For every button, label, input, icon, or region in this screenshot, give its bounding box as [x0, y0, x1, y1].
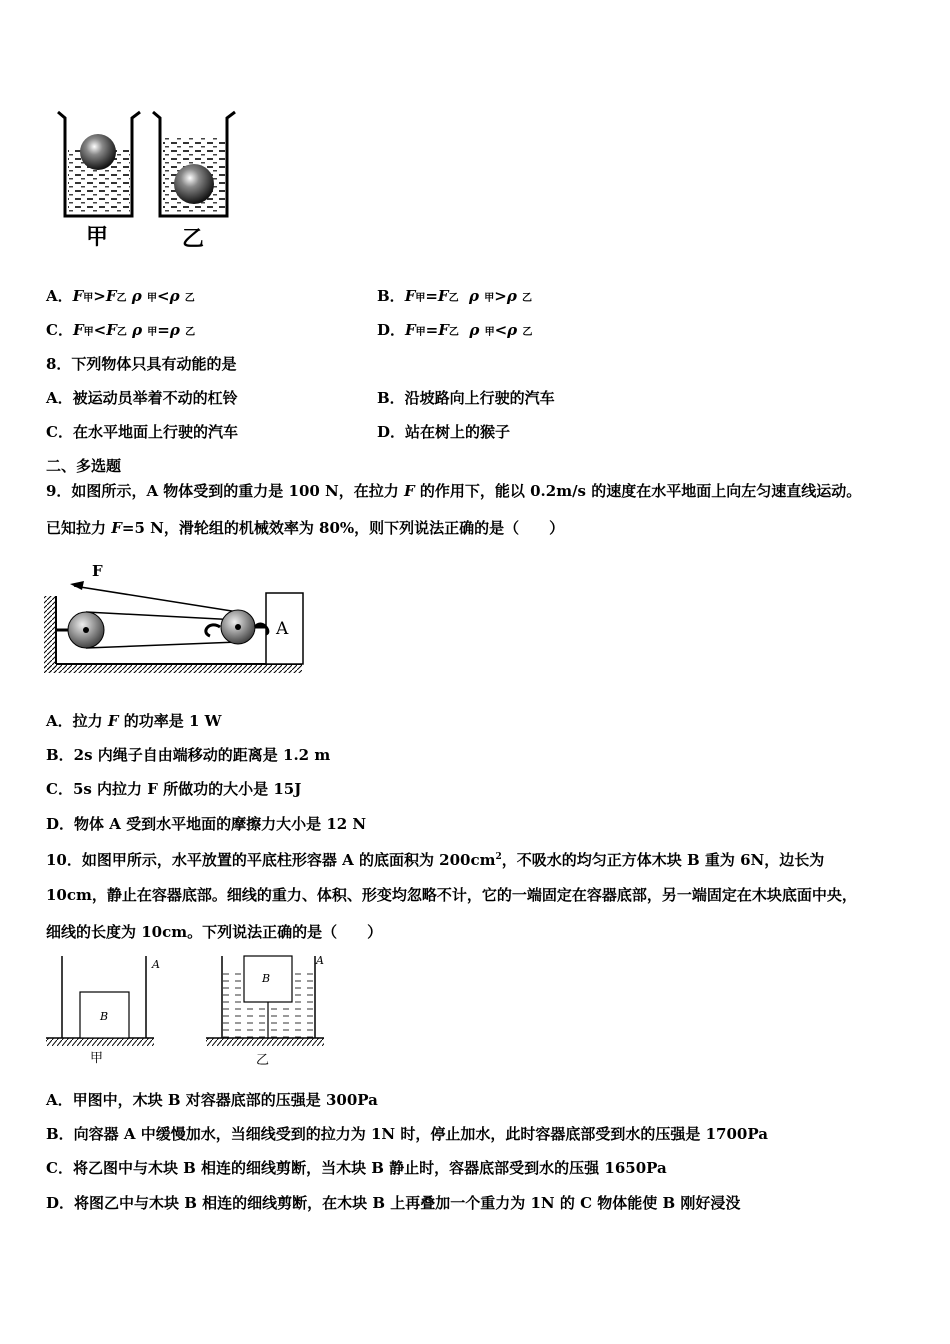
svg-text:A: A: [152, 958, 160, 971]
q8-option-d: D．站在树上的猴子: [377, 423, 511, 441]
q9-option-d: D．物体 A 受到水平地面的摩擦力大小是 12 N: [46, 815, 367, 833]
label-yi: 乙: [182, 226, 205, 252]
label-jia: 甲: [86, 224, 109, 250]
q9-stem-line2: 已知拉力 F=5 N，滑轮组的机械效率为 80%，则下列说法正确的是（ ）: [46, 519, 565, 537]
container-yi: [206, 954, 324, 1068]
beaker-jia: [58, 112, 140, 216]
force-label-f: F: [92, 562, 103, 580]
svg-text:B: B: [262, 972, 271, 985]
container-jia: [46, 956, 160, 1066]
q7-option-b: B．F甲=F乙 ρ 甲>ρ 乙: [377, 287, 533, 305]
block-a-label: A: [276, 619, 289, 639]
svg-text:甲: 甲: [90, 1051, 104, 1066]
q10-stem-line2: 10cm，静止在容器底部。细线的重力、体积、形变均忽略不计，它的一端固定在容器底部，另一端固定在木块底面中央，: [46, 886, 857, 904]
beaker-yi: [153, 112, 235, 216]
q8-stem: 8．下列物体只具有动能的是: [46, 355, 237, 373]
q9-option-c: C．5s 内拉力 F 所做功的大小是 15J: [46, 780, 302, 798]
svg-text:A: A: [316, 954, 324, 967]
q7-option-d: D．F甲=F乙 ρ 甲<ρ 乙: [377, 321, 533, 339]
q10-option-c: C．将乙图中与木块 B 相连的细线剪断，当木块 B 静止时，容器底部受到水的压强 1650Pa: [46, 1159, 667, 1177]
ball-yi: [174, 164, 214, 204]
q9-option-a: A．拉力 F 的功率是 1 W: [46, 712, 222, 730]
q8-option-c: C．在水平地面上行驶的汽车: [46, 423, 238, 441]
q9-stem-line1: 9．如图所示，A 物体受到的重力是 100 N，在拉力 F 的作用下，能以 0.2m/s 的速度在水平地面上向左匀速直线运动。: [46, 482, 862, 500]
ball-jia: [80, 134, 116, 170]
pulley-figure: [42, 560, 307, 680]
q7-option-a: A．F甲>F乙 ρ 甲<ρ 乙: [46, 287, 195, 305]
q10-option-d: D．将图乙中与木块 B 相连的细线剪断，在木块 B 上再叠加一个重力为 1N 的 C 物体能使 B 刚好浸没: [46, 1194, 741, 1212]
q8-option-b: B．沿坡路向上行驶的汽车: [377, 389, 555, 407]
q7-option-c: C．F甲<F乙 ρ 甲=ρ 乙: [46, 321, 196, 339]
q10-option-a: A．甲图中，木块 B 对容器底部的压强是 300Pa: [46, 1091, 378, 1109]
section-title: 二、多选题: [46, 457, 122, 475]
q10-stem-line1: 10．如图甲所示，水平放置的平底柱形容器 A 的底面积为 $200cm^2$，不吸水的均匀正方体木块 B 重为 6N，边长为: [46, 851, 825, 869]
svg-text:乙: 乙: [256, 1053, 270, 1068]
q10-option-b: B．向容器 A 中缓慢加水，当细线受到的拉力为 1N 时，停止加水，此时容器底部受到水的压强是 1700Pa: [46, 1125, 768, 1143]
beakers-figure: [50, 108, 250, 253]
q8-option-a: A．被运动员举着不动的杠铃: [46, 389, 238, 407]
q9-option-b: B．2s 内绳子自由端移动的距离是 1.2 m: [46, 746, 331, 764]
svg-text:B: B: [100, 1010, 109, 1023]
q10-stem-line3: 细线的长度为 10cm。下列说法正确的是（ ）: [46, 923, 383, 941]
container-figure: [42, 950, 342, 1070]
